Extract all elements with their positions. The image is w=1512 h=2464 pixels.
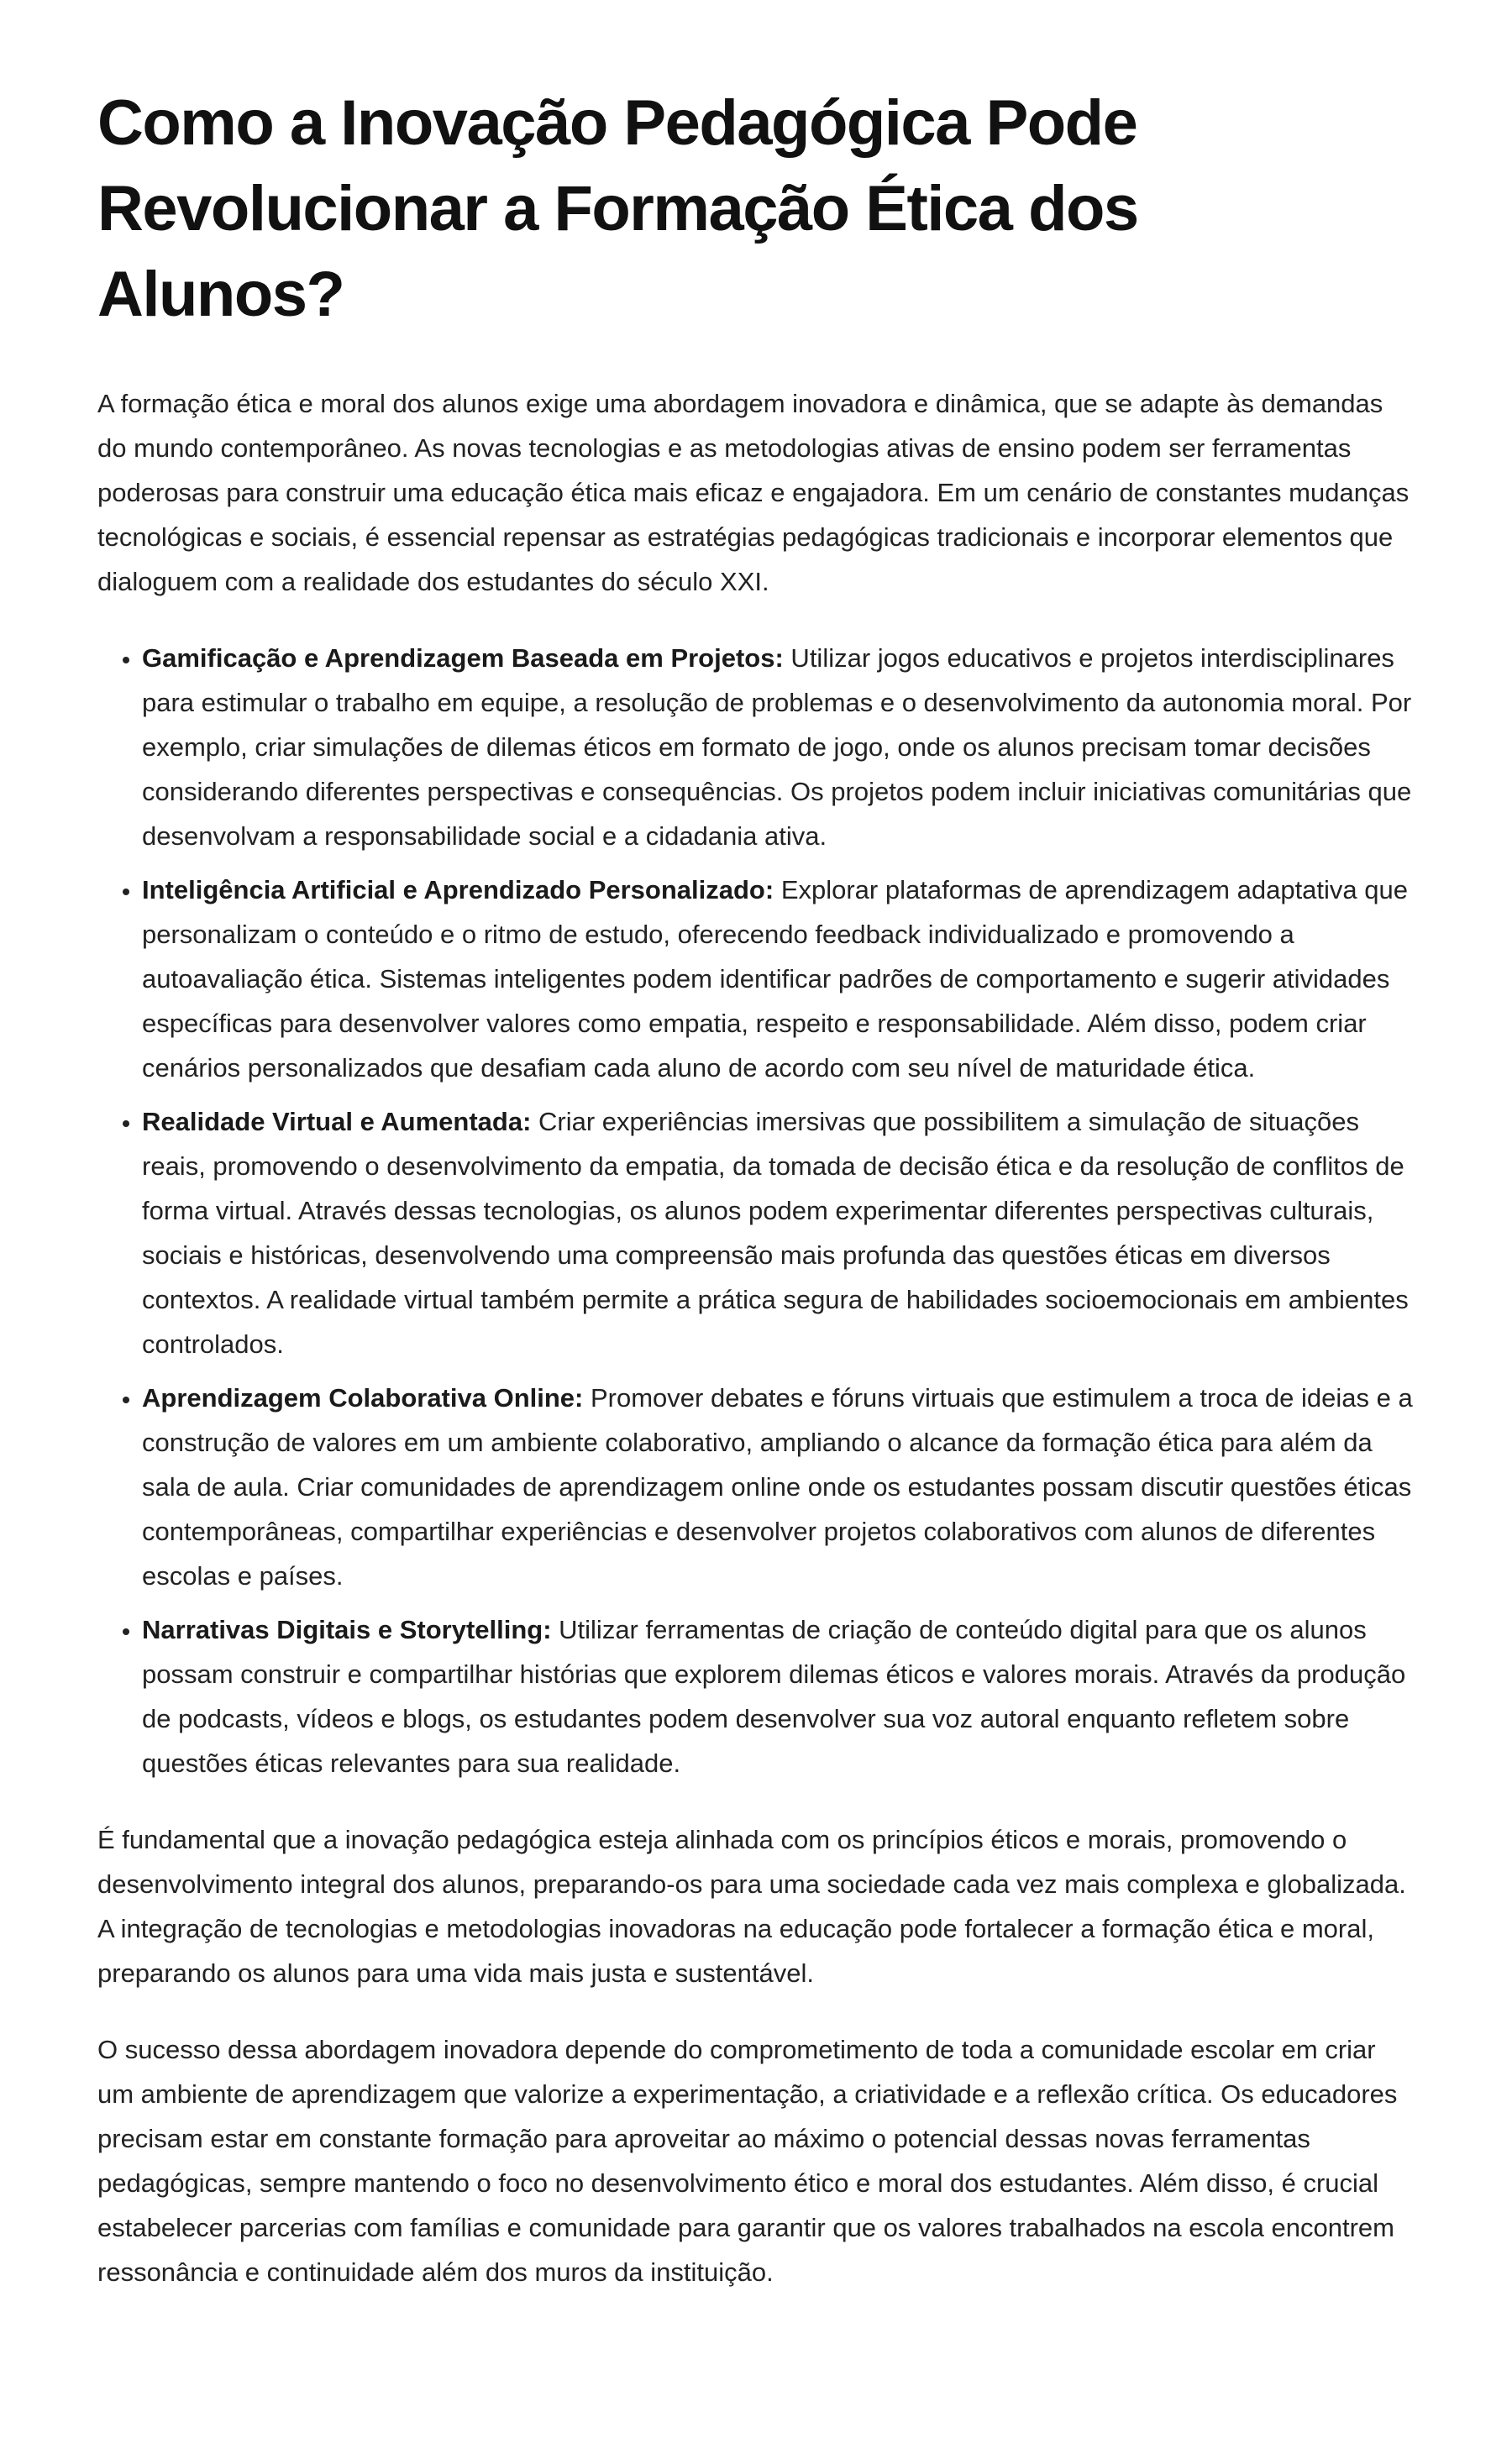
item-label: Realidade Virtual e Aumentada:: [142, 1107, 532, 1136]
page-title: Como a Inovação Pedagógica Pode Revolucionar a Formação Ética dos Alunos?: [97, 87, 1138, 330]
list-item: [142, 1099, 1418, 1366]
item-label: Gamificação e Aprendizagem Baseada em Projetos:: [142, 643, 784, 673]
item-label: Aprendizagem Colaborativa Online:: [142, 1383, 584, 1413]
item-text: Utilizar ferramentas de criação de conteúdo digital para que os alunos possam construir e compartilhar histórias que explorem dilemas éticos e valores morais. Através da produção de podcasts, vídeos e blogs, os estudantes podem desenvolver sua voz autoral enquanto refletem sobre questões éticas relevantes para sua realidade.: [142, 1615, 1406, 1778]
item-label: Inteligência Artificial e Aprendizado Personalizado:: [142, 875, 774, 904]
list-item: [142, 1376, 1418, 1598]
item-text: Utilizar jogos educativos e projetos interdisciplinares para estimular o trabalho em equipe, a resolução de problemas e o desenvolvimento da autonomia moral. Por exemplo, criar simulações de dilemas éticos em formato de jogo, onde os alunos precisam tomar decisões considerando diferentes perspectivas e consequências. Os projetos podem incluir iniciativas comunitárias que desenvolvam a responsabilidade social e a cidadania ativa.: [142, 643, 1412, 851]
innovation-list: [97, 636, 1418, 1785]
item-text: Promover debates e fóruns virtuais que estimulem a troca de ideias e a construção de valores em um ambiente colaborativo, ampliando o alcance da formação ética para além da sala de aula. Criar comunidades de aprendizagem online onde os estudantes possam discutir questões éticas contemporâneas, compartilhar experiências e desenvolver projetos colaborativos com alunos de diferentes escolas e países.: [142, 1383, 1413, 1591]
item-label: Narrativas Digitais e Storytelling:: [142, 1615, 552, 1644]
item-text: Explorar plataformas de aprendizagem adaptativa que personalizam o conteúdo e o ritmo de estudo, oferecendo feedback individualizado e promovendo a autoavaliação ética. Sistemas inteligentes podem identificar padrões de comportamento e sugerir atividades específicas para desenvolver valores como empatia, respeito e responsabilidade. Além disso, podem criar cenários personalizados que desafiam cada aluno de acordo com seu nível de maturidade ética.: [142, 875, 1408, 1083]
body-paragraph: O sucesso dessa abordagem inovadora depende do comprometimento de toda a comunidade escolar em criar um ambiente de aprendizagem que valorize a experimentação, a criatividade e a reflexão crítica. Os educadores precisam estar em constante formação para aproveitar ao máximo o potencial dessas novas ferramentas pedagógicas, sempre mantendo o foco no desenvolvimento ético e moral dos estudantes. Além disso, é crucial estabelecer parcerias com famílias e comunidade para garantir que os valores trabalhados na escola encontrem ressonância e continuidade além dos muros da instituição.: [97, 2035, 1398, 2287]
intro-paragraph: A formação ética e moral dos alunos exige uma abordagem inovadora e dinâmica, que se adapte às demandas do mundo contemporâneo. As novas tecnologias e as metodologias ativas de ensino podem ser ferramentas poderosas para construir uma educação ética mais eficaz e engajadora. Em um cenário de constantes mudanças tecnológicas e sociais, é essencial repensar as estratégias pedagógicas tradicionais e incorporar elementos que dialoguem com a realidade dos estudantes do século XXI.: [97, 389, 1410, 596]
list-item: [142, 1607, 1418, 1785]
body-paragraph: É fundamental que a inovação pedagógica esteja alinhada com os princípios éticos e morais, promovendo o desenvolvimento integral dos alunos, preparando-os para uma sociedade cada vez mais complexa e globalizada. A integração de tecnologias e metodologias inovadoras na educação pode fortalecer a formação ética e moral, preparando os alunos para uma vida mais justa e sustentável.: [97, 1825, 1406, 1988]
item-text: Criar experiências imersivas que possibilitem a simulação de situações reais, promovendo o desenvolvimento da empatia, da tomada de decisão ética e da resolução de conflitos de forma virtual. Através dessas tecnologias, os alunos podem experimentar diferentes perspectivas culturais, sociais e históricas, desenvolvendo uma compreensão mais profunda das questões éticas em diversos contextos. A realidade virtual também permite a prática segura de habilidades socioemocionais em ambientes controlados.: [142, 1107, 1409, 1359]
list-item: [142, 868, 1418, 1090]
list-item: [142, 636, 1418, 858]
